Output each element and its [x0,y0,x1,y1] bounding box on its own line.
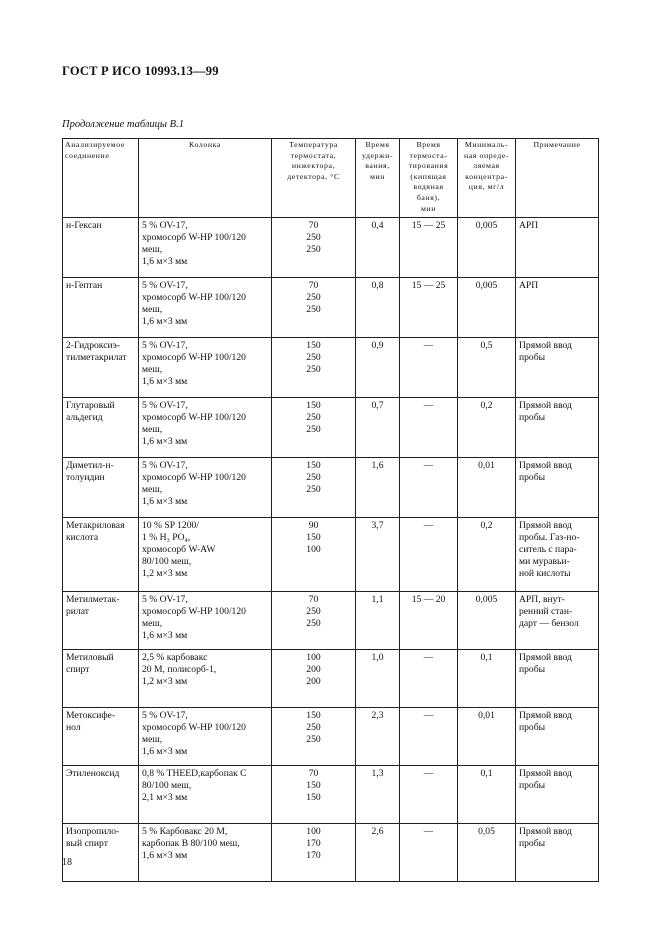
cell-retention: 0,8 [356,278,400,338]
table-body [63,218,599,882]
cell-retention: 0,7 [356,398,400,458]
cell-bath-time: — [400,518,458,592]
cell-min-concentration: 0,01 [458,458,516,518]
cell-min-concentration: 0,2 [458,518,516,592]
cell-retention: 2,6 [356,824,400,882]
cell-column: 0,8 % THEED,карбопак С 80/100 меш, 2,1 м×3 мм [139,766,272,824]
cell-min-concentration: 0,01 [458,708,516,766]
cell-retention: 1,3 [356,766,400,824]
cell-bath-time: — [400,766,458,824]
cell-compound: Метоксифе- нол [63,708,139,766]
col-header-compound: Анализируемое соединение [63,139,139,218]
table-row [63,338,599,398]
cell-column: 5 % OV-17, хромосорб W-HP 100/120 меш, 1,6 м×3 мм [139,398,272,458]
cell-bath-time: — [400,824,458,882]
cell-retention: 2,3 [356,708,400,766]
col-header-retention: Время удержи- вания, мин [356,139,400,218]
cell-temperatures: 70 150 150 [272,766,356,824]
cell-min-concentration: 0,5 [458,338,516,398]
cell-min-concentration: 0,1 [458,650,516,708]
table-caption: Продолжение таблицы В.1 [62,119,184,130]
col-header-note: Примечание [516,139,599,218]
cell-min-concentration: 0,005 [458,592,516,650]
cell-column: 5 % OV-17, хромосорб W-HP 100/120 меш, 1,6 м×3 мм [139,708,272,766]
cell-min-concentration: 0,2 [458,398,516,458]
cell-retention: 3,7 [356,518,400,592]
cell-bath-time: — [400,398,458,458]
cell-temperatures: 90 150 100 [272,518,356,592]
cell-temperatures: 150 250 250 [272,458,356,518]
table-row [63,518,599,592]
table-row [63,650,599,708]
cell-note: АРП [516,278,599,338]
cell-temperatures: 150 250 250 [272,398,356,458]
cell-compound: Этиленоксид [63,766,139,824]
cell-bath-time: — [400,650,458,708]
cell-note: Прямой ввод пробы [516,708,599,766]
cell-min-concentration: 0,1 [458,766,516,824]
cell-retention: 0,4 [356,218,400,278]
cell-temperatures: 70 250 250 [272,218,356,278]
cell-bath-time: 15 — 20 [400,592,458,650]
cell-compound: н-Гексан [63,218,139,278]
cell-temperatures: 70 250 250 [272,278,356,338]
table-row [63,592,599,650]
cell-bath-time: — [400,708,458,766]
cell-bath-time: — [400,338,458,398]
col-header-min-conc: Минималь- ная опреде- ляемая концентра- ция, мг/л [458,139,516,218]
document-header: ГОСТ Р ИСО 10993.13—99 [62,64,219,78]
col-header-column: Колонка [139,139,272,218]
cell-note: Прямой ввод пробы. Газ-но- ситель с пара- ми муравьи- ной кислоты [516,518,599,592]
cell-compound: Метиловый спирт [63,650,139,708]
cell-compound: Метилметак- рилат [63,592,139,650]
table-header-row [63,139,599,218]
cell-retention: 0,9 [356,338,400,398]
cell-bath-time: 15 — 25 [400,218,458,278]
cell-temperatures: 150 250 250 [272,338,356,398]
cell-compound: Изопропило- вый спирт [63,824,139,882]
cell-column: 5 % Карбовакс 20 М, карбопак В 80/100 меш, 1,6 м×3 мм [139,824,272,882]
cell-compound: Глутаровый альдегид [63,398,139,458]
cell-note: Прямой ввод пробы [516,338,599,398]
table-row [63,398,599,458]
cell-compound: 2-Гидроксиэ- тилметакрилат [63,338,139,398]
cell-min-concentration: 0,05 [458,824,516,882]
col-header-bath: Время термоста- тирования (кипящая водяная баня), мин [400,139,458,218]
cell-temperatures: 150 250 250 [272,708,356,766]
cell-retention: 1,1 [356,592,400,650]
cell-note: АРП [516,218,599,278]
cell-retention: 1,0 [356,650,400,708]
table-row [63,824,599,882]
table-row [63,766,599,824]
cell-column: 5 % OV-17, хромосорб W-HP 100/120 меш, 1,6 м×3 мм [139,278,272,338]
cell-note: Прямой ввод пробы [516,766,599,824]
table-row [63,218,599,278]
cell-column: 2,5 % карбовакс 20 М, полисорб-1, 1,2 м×3 мм [139,650,272,708]
cell-note: АРП, внут- ренний стан- дарт — бензол [516,592,599,650]
cell-column: 5 % OV-17, хромосорб W-HP 100/120 меш, 1,6 м×3 мм [139,592,272,650]
col-header-temperature: Температура термостата, инжектора, детектора, °С [272,139,356,218]
page-number: 18 [62,857,72,868]
cell-note: Прямой ввод пробы [516,824,599,882]
cell-temperatures: 70 250 250 [272,592,356,650]
cell-bath-time: — [400,458,458,518]
cell-note: Прямой ввод пробы [516,458,599,518]
cell-compound: Диметил-н- толуидин [63,458,139,518]
cell-column: 10 % SP 1200/ 1 % H₃ PO₄, хромосорб W-AW 80/100 меш, 1,2 м×3 мм [139,518,272,592]
cell-column: 5 % OV-17, хромосорб W-HP 100/120 меш, 1,6 м×3 мм [139,458,272,518]
cell-min-concentration: 0,005 [458,218,516,278]
cell-compound: Метакриловая кислота [63,518,139,592]
cell-retention: 1,6 [356,458,400,518]
cell-compound: н-Гептан [63,278,139,338]
cell-bath-time: 15 — 25 [400,278,458,338]
table-row [63,458,599,518]
cell-temperatures: 100 170 170 [272,824,356,882]
cell-column: 5 % OV-17, хромосорб W-HP 100/120 меш, 1,6 м×3 мм [139,218,272,278]
cell-min-concentration: 0,005 [458,278,516,338]
data-table [62,138,599,882]
cell-note: Прямой ввод пробы [516,650,599,708]
cell-column: 5 % OV-17, хромосорб W-HP 100/120 меш, 1,6 м×3 мм [139,338,272,398]
cell-temperatures: 100 200 200 [272,650,356,708]
table-row [63,278,599,338]
table-row [63,708,599,766]
cell-note: Прямой ввод пробы [516,398,599,458]
